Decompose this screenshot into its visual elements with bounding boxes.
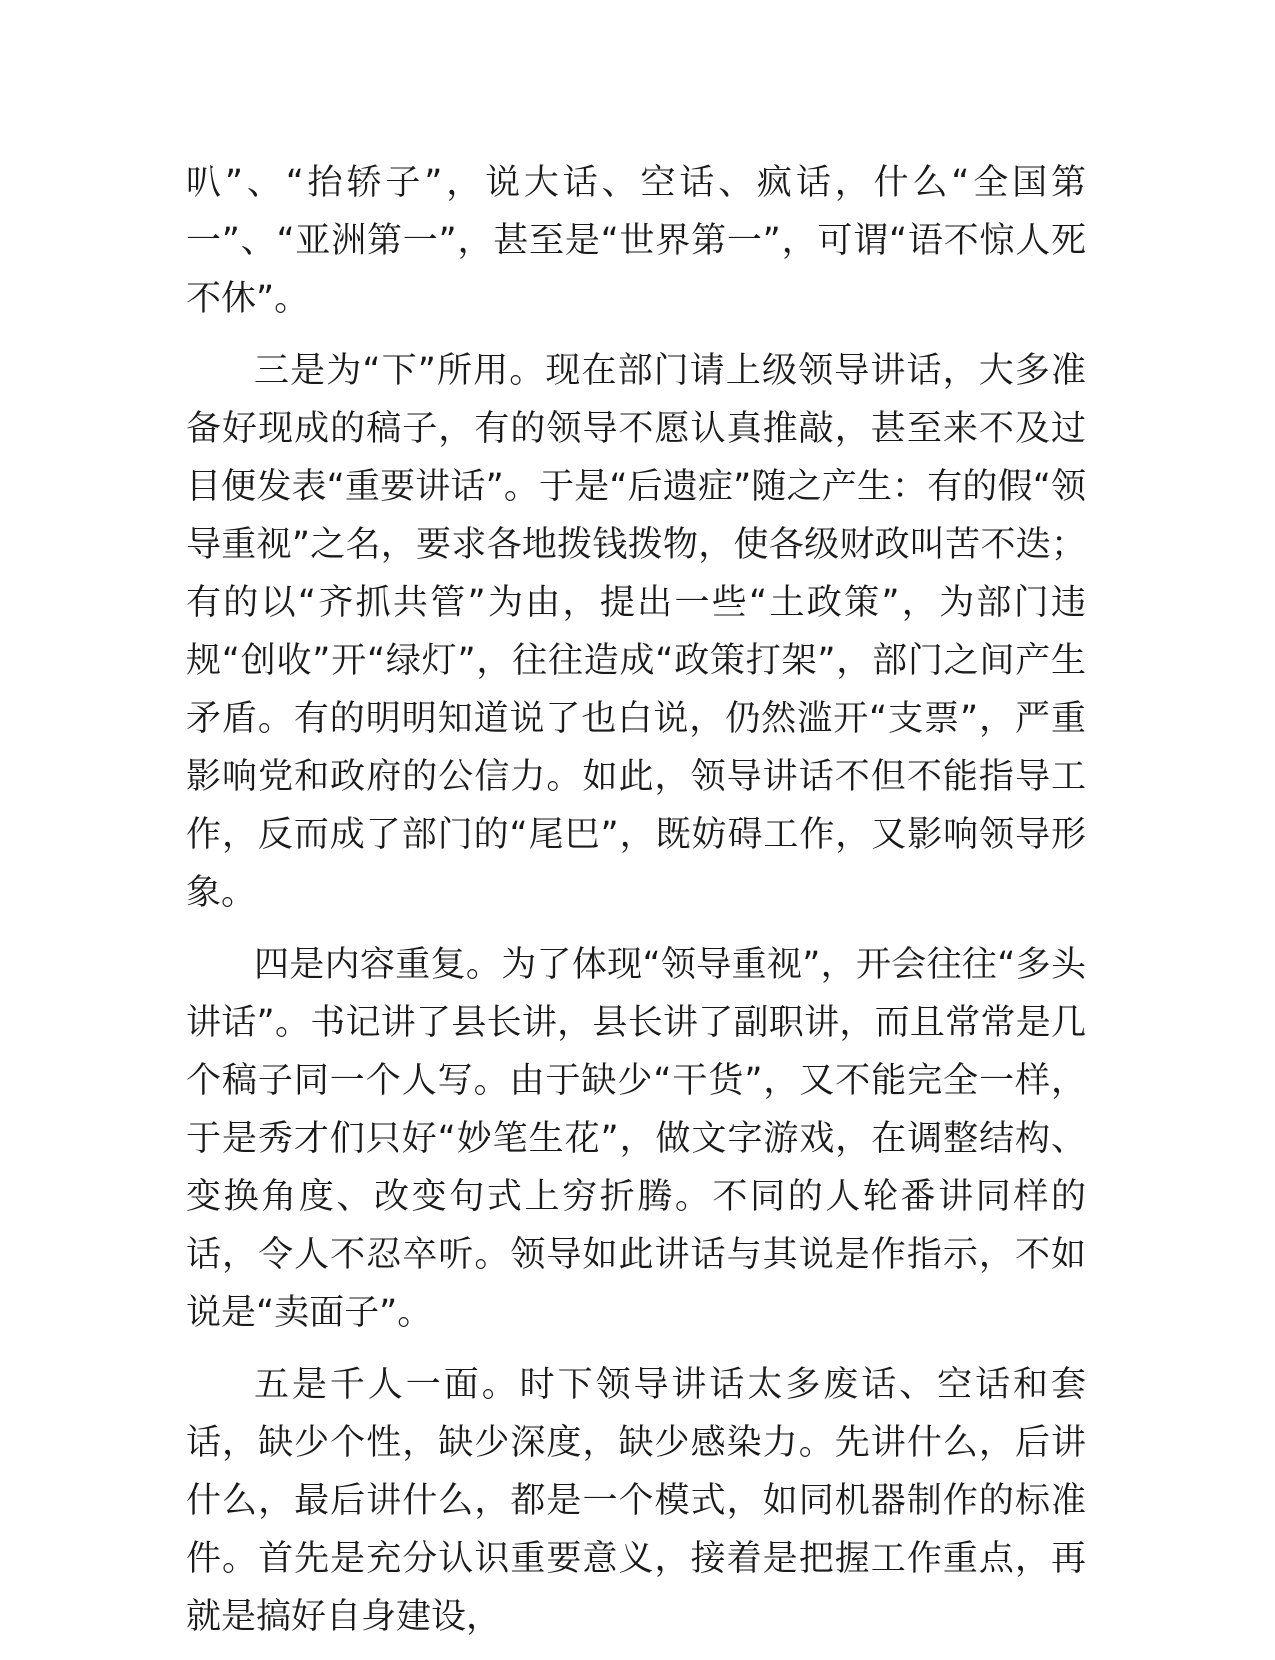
paragraph-continued: 叭”、“抬轿子”，说大话、空话、疯话，什么“全国第一”、“亚洲第一”，甚至是“世界第一”，可谓“语不惊人死不休”。: [186, 163, 1086, 319]
paragraph-point-five: 五是千人一面。时下领导讲话太多废话、空话和套话，缺少个性，缺少深度，缺少感染力。先讲什么，后讲什么，最后讲什么，都是一个模式，如同机器制作的标准件。首先是充分认识重要意义，接着是把握工作重点，再就是搞好自身建设，: [186, 1365, 1086, 1637]
paragraph-point-three: 三是为“下”所用。现在部门请上级领导讲话，大多准备好现成的稿子，有的领导不愿认真推敲，甚至来不及过目便发表“重要讲话”。于是“后遗症”随之产生：有的假“领导重视”之名，要求各地拨钱拨物，使各级财政叫苦不迭；有的以“齐抓共管”为由，提出一些“土政策”，为部门违规“创收”开“绿灯”，往往造成“政策打架”，部门之间产生矛盾。有的明明知道说了也白说，仍然滥开“支票”，严重影响党和政府的公信力。如此，领导讲话不但不能指导工作，反而成了部门的“尾巴”，既妨碍工作，又影响领导形象。: [186, 351, 1086, 913]
paragraph-point-four: 四是内容重复。为了体现“领导重视”，开会往往“多头讲话”。书记讲了县长讲，县长讲了副职讲，而且常常是几个稿子同一个人写。由于缺少“干货”，又不能完全一样，于是秀才们只好“妙笔生花”，做文字游戏，在调整结构、变换角度、改变句式上穷折腾。不同的人轮番讲同样的话，令人不忍卒听。领导如此讲话与其说是作指示，不如说是“卖面子”。: [186, 945, 1086, 1333]
document-body: [186, 154, 1086, 1660]
